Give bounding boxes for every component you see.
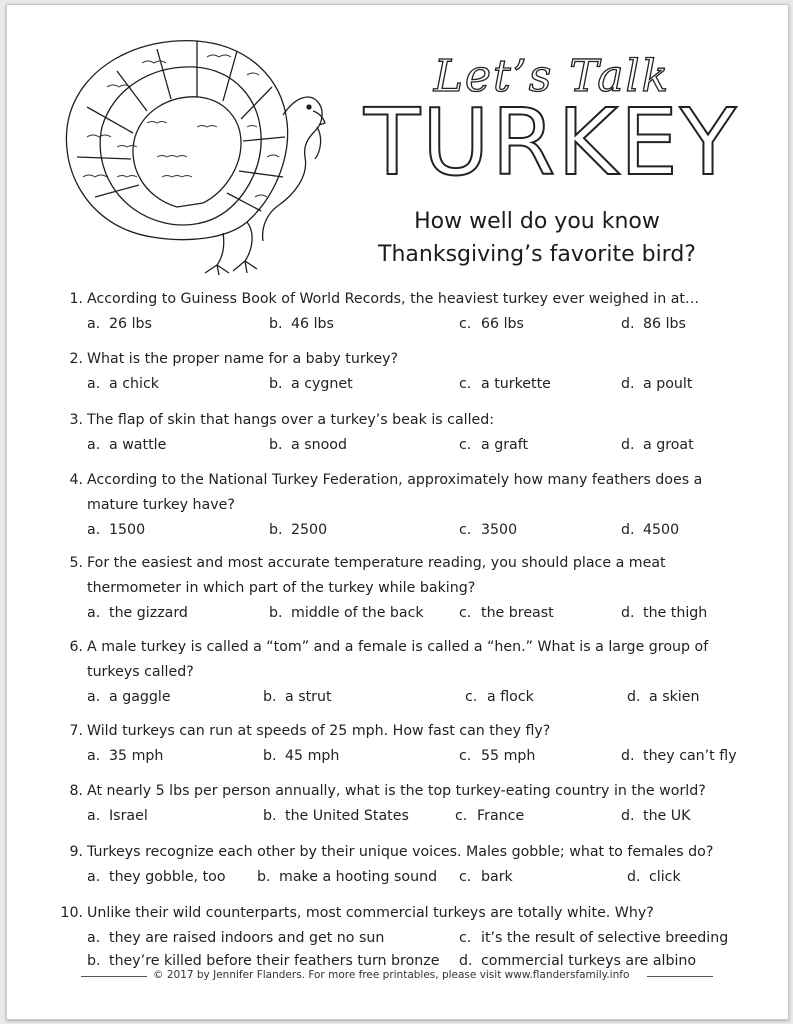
subtitle-line-2: Thanksgiving’s favorite bird?: [378, 242, 696, 267]
question-number: 10.: [60, 905, 83, 921]
option-a: a. 35 mph: [87, 748, 164, 764]
option-b: b. a strut: [263, 689, 332, 705]
option-a: a. they gobble, too: [87, 869, 226, 885]
option-d: d. a poult: [621, 376, 693, 392]
question-number: 6.: [69, 639, 83, 655]
option-c: c. a flock: [465, 689, 534, 705]
option-d: d. the UK: [621, 808, 691, 824]
option-d: d. 86 lbs: [621, 316, 686, 332]
subtitle: [337, 205, 737, 271]
question-number: 1.: [69, 291, 83, 307]
option-c: c. a turkette: [459, 376, 551, 392]
option-a: a. they are raised indoors and get no sun: [87, 930, 385, 946]
option-a: a. a gaggle: [87, 689, 171, 705]
option-c: c. 3500: [459, 522, 518, 538]
question-number: 7.: [69, 723, 83, 739]
option-d: d. 4500: [621, 522, 680, 538]
question-text: Wild turkeys can run at speeds of 25 mph. How fast can they fly?: [87, 723, 551, 739]
option-b: b. they’re killed before their feathers turn bronze: [87, 953, 440, 969]
option-b: b. 46 lbs: [269, 316, 334, 332]
option-b: b. the United States: [263, 808, 409, 824]
question-text: What is the proper name for a baby turkey?: [87, 351, 399, 367]
option-c: c. the breast: [459, 605, 554, 621]
question-text: For the easiest and most accurate temperature reading, you should place a meat thermometer in which part of the turkey while baking?: [87, 555, 666, 596]
option-c: c. a graft: [459, 437, 529, 453]
option-d: d. they can’t fly: [621, 748, 737, 764]
option-a: a. 1500: [87, 522, 146, 538]
question-text: The flap of skin that hangs over a turkey’s beak is called:: [87, 412, 495, 428]
option-c: c. 55 mph: [459, 748, 536, 764]
option-d: d. commercial turkeys are albino: [459, 953, 697, 969]
option-c: c. bark: [459, 869, 513, 885]
title-script: Let’s Talk: [433, 51, 671, 102]
option-d: d. the thigh: [621, 605, 708, 621]
question-text: Unlike their wild counterparts, most commercial turkeys are totally white. Why?: [87, 905, 654, 921]
question-text: At nearly 5 lbs per person annually, what is the top turkey-eating country in the world?: [87, 783, 706, 799]
option-b: b. middle of the back: [269, 605, 424, 621]
question-number: 3.: [69, 412, 83, 428]
question-number: 4.: [69, 472, 83, 488]
question-text: According to Guiness Book of World Records, the heaviest turkey ever weighed in at…: [87, 291, 700, 307]
question-number: 5.: [69, 555, 83, 571]
worksheet-page: [6, 4, 789, 1020]
option-b: b. make a hooting sound: [257, 869, 438, 885]
question-text: Turkeys recognize each other by their unique voices. Males gobble; what to females do?: [87, 844, 714, 860]
question-text: A male turkey is called a “tom” and a female is called a “hen.” What is a large group of turkeys called?: [87, 639, 709, 680]
title-main: TURKEY: [363, 89, 739, 196]
turkey-illustration: [47, 27, 347, 277]
question-number: 8.: [69, 783, 83, 799]
question-number: 2.: [69, 351, 83, 367]
option-a: a. a chick: [87, 376, 159, 392]
footer-copyright: © 2017 by Jennifer Flanders. For more free printables, please visit www.flandersfamily.info: [153, 969, 630, 981]
option-d: d. click: [627, 869, 681, 885]
option-b: b. 45 mph: [263, 748, 340, 764]
option-d: d. a skien: [627, 689, 700, 705]
option-c: c. 66 lbs: [459, 316, 524, 332]
option-b: b. a snood: [269, 437, 347, 453]
option-c: c. France: [455, 808, 525, 824]
option-b: b. a cygnet: [269, 376, 353, 392]
footer-rule-left: [81, 976, 147, 977]
question-number: 9.: [69, 844, 83, 860]
option-b: b. 2500: [269, 522, 328, 538]
option-a: a. Israel: [87, 808, 148, 824]
option-a: a. 26 lbs: [87, 316, 152, 332]
option-c: c. it’s the result of selective breeding: [459, 930, 729, 946]
footer-rule-right: [647, 976, 713, 977]
question-text: According to the National Turkey Federation, approximately how many feathers does a mature turkey have?: [87, 472, 703, 513]
option-a: a. a wattle: [87, 437, 167, 453]
subtitle-line-1: How well do you know: [414, 209, 660, 234]
option-a: a. the gizzard: [87, 605, 188, 621]
footer: [7, 967, 788, 987]
option-d: d. a groat: [621, 437, 694, 453]
